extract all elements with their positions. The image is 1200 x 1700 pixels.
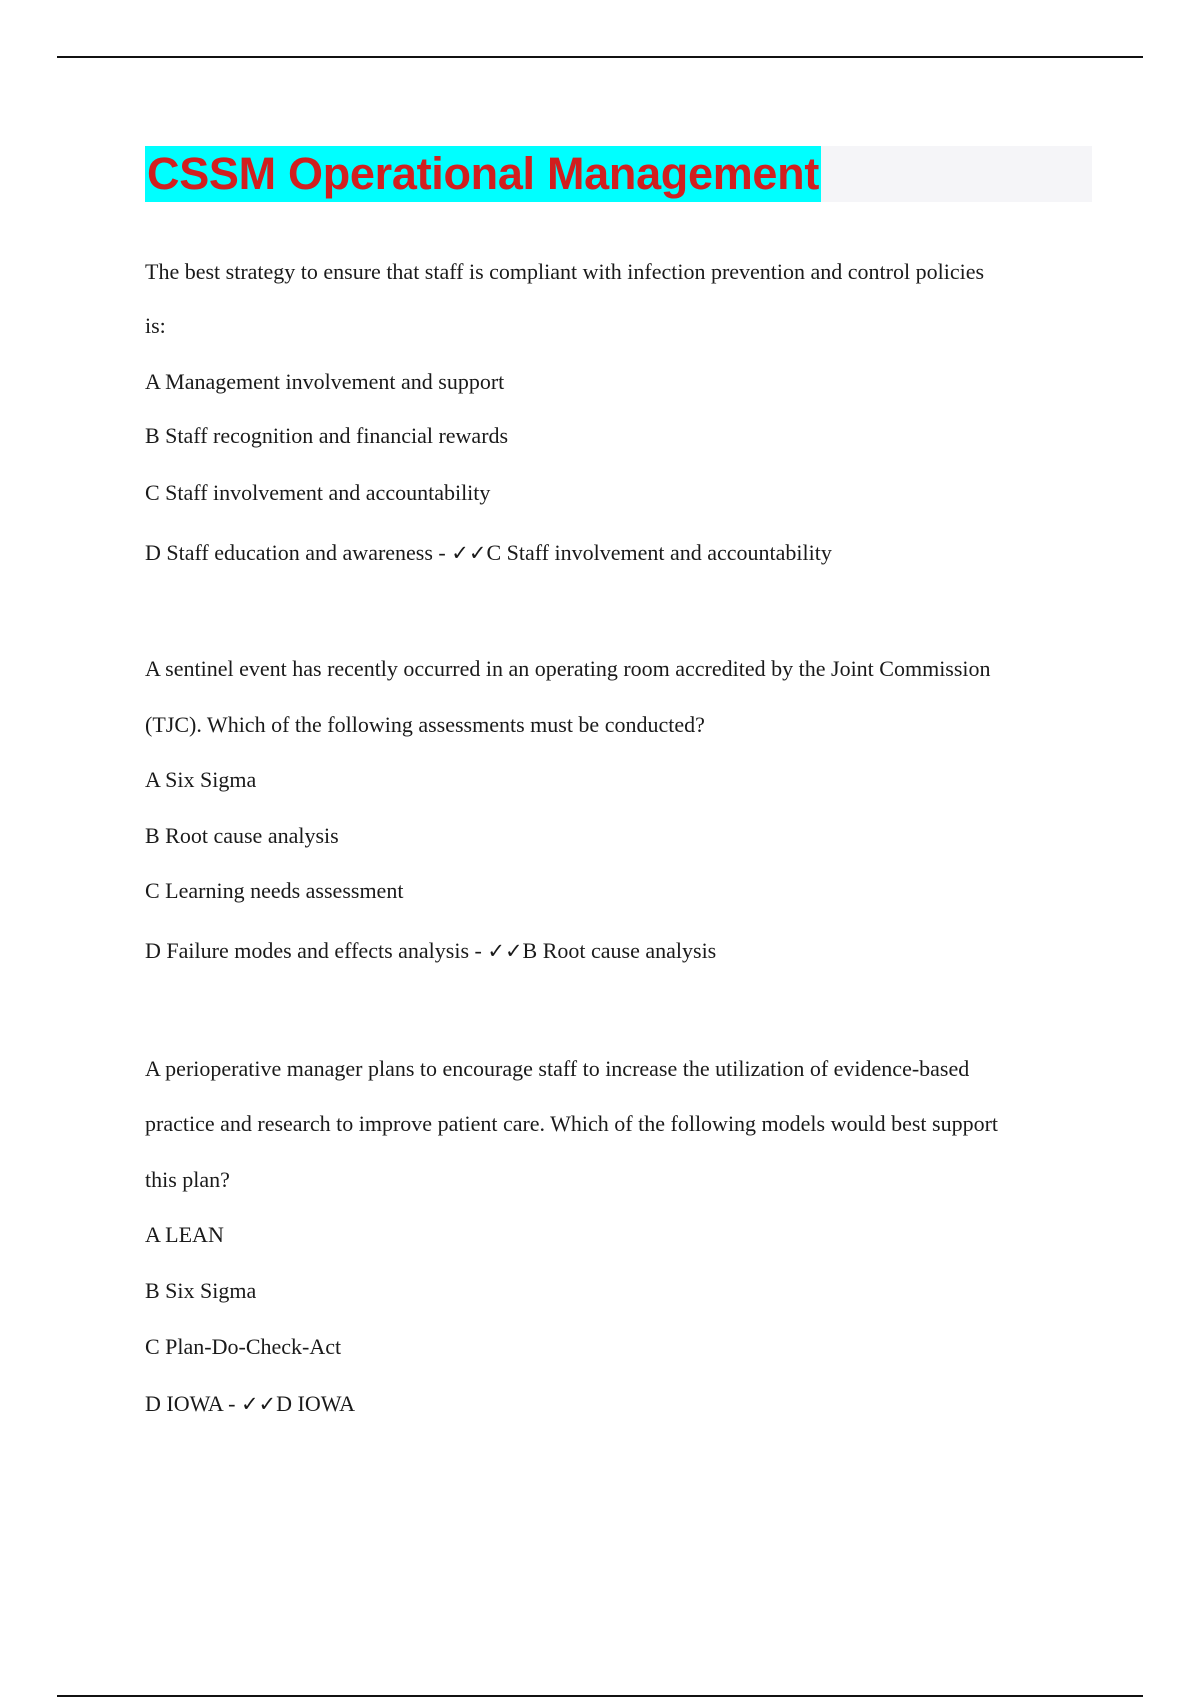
q2-option-d-answer [145,937,716,965]
q1-option-a: A Management involvement and support [145,369,505,394]
document-title: CSSM Operational Management [145,146,821,202]
q1-stem-line-2: is: [145,313,166,338]
check-mark-icon: ✓✓ [487,939,523,963]
q2-option-d: D Failure modes and effects analysis - [145,938,488,963]
footer-rule [57,1695,1143,1697]
q2-stem-line-2: (TJC). Which of the following assessments must be conducted? [145,712,705,737]
q3-option-c: C Plan-Do-Check-Act [145,1334,342,1359]
q1-option-c: C Staff involvement and accountability [145,480,491,505]
check-mark-icon: ✓✓ [451,541,487,565]
q1-option-d: D Staff education and awareness - [145,540,452,565]
q1-option-d-answer [145,539,832,567]
q1-stem-line-1: The best strategy to ensure that staff is compliant with infection prevention and control policies [145,259,985,284]
header-rule [57,56,1143,58]
q3-option-a: A LEAN [145,1222,224,1247]
q3-option-d-answer [145,1390,355,1418]
q3-stem-line-1: A perioperative manager plans to encourage staff to increase the utilization of evidence-based [145,1056,970,1081]
q1-option-b: B Staff recognition and financial rewards [145,423,509,448]
q3-option-b: B Six Sigma [145,1278,257,1303]
q3-stem-line-2: practice and research to improve patient care. Which of the following models would best support [145,1111,999,1136]
q3-answer: D IOWA [276,1391,355,1416]
q2-option-b: B Root cause analysis [145,823,339,848]
q1-answer: C Staff involvement and accountability [486,540,832,565]
q2-answer: B Root cause analysis [522,938,717,963]
q3-option-d: D IOWA - [145,1391,241,1416]
q2-option-c: C Learning needs assessment [145,878,404,903]
q3-stem-line-3: this plan? [145,1167,230,1192]
q2-option-a: A Six Sigma [145,767,257,792]
check-mark-icon: ✓✓ [240,1392,277,1416]
q2-stem-line-1: A sentinel event has recently occurred in an operating room accredited by the Joint Commission [145,656,991,681]
